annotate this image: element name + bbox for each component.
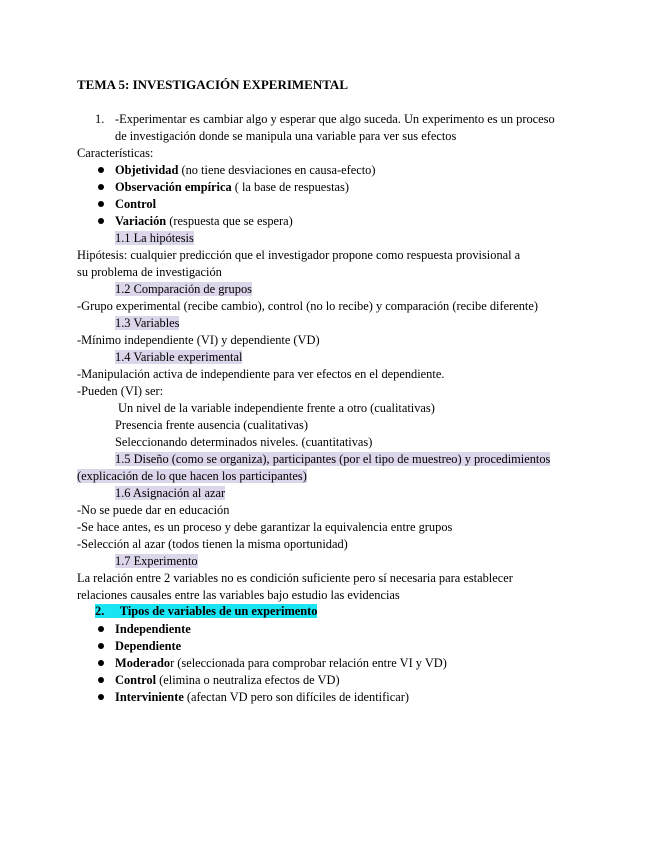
bullet-icon — [98, 643, 104, 649]
bullet-icon — [98, 660, 104, 666]
list-item: Control — [115, 197, 157, 211]
list-item: Independiente — [115, 622, 191, 636]
subsection-heading: 1.1 La hipótesis — [115, 231, 194, 245]
section-title: Tipos de variables de un experimento — [119, 604, 318, 618]
list-item: Moderador (seleccionada para comprobar relación entre VI y VD) — [115, 656, 447, 670]
bullet-icon — [98, 694, 104, 700]
list-item: Observación empírica ( la base de respuestas) — [115, 180, 349, 194]
paragraph-line: La relación entre 2 variables no es condición suficiente pero sí necesaria para establecer — [77, 571, 513, 585]
list-item: Objetividad (no tiene desviaciones en causa-efecto) — [115, 163, 376, 177]
list-item: Variación (respuesta que se espera) — [115, 214, 293, 228]
paragraph-line: -Se hace antes, es un proceso y debe garantizar la equivalencia entre grupos — [77, 520, 453, 534]
bullet-icon — [98, 677, 104, 683]
paragraph-line: Un nivel de la variable independiente frente a otro (cualitativas) — [118, 401, 435, 415]
bullet-icon — [98, 184, 104, 190]
paragraph-line: relaciones causales entre las variables bajo estudio las evidencias — [77, 588, 400, 602]
paragraph-line: -Pueden (VI) ser: — [77, 384, 164, 398]
paragraph-line: -Grupo experimental (recibe cambio), control (no lo recibe) y comparación (recibe diferente) — [77, 299, 538, 313]
paragraph-line: -No se puede dar en educación — [77, 503, 230, 517]
paragraph-line: Seleccionando determinados niveles. (cuantitativas) — [115, 435, 373, 449]
subsection-heading: 1.7 Experimento — [115, 554, 198, 568]
paragraph-line: -Selección al azar (todos tienen la misma oportunidad) — [77, 537, 348, 551]
paragraph-line: su problema de investigación — [77, 265, 222, 279]
paragraph-line: -Manipulación activa de independiente para ver efectos en el dependiente. — [77, 367, 445, 381]
subsection-heading: 1.6 Asignación al azar — [115, 486, 226, 500]
section-label: Características: — [77, 146, 154, 160]
list-item: Interviniente (afectan VD pero son difíciles de identificar) — [115, 690, 409, 704]
paragraph-line: -Experimentar es cambiar algo y esperar que algo suceda. Un experimento es un proceso — [115, 112, 555, 126]
paragraph-line: Hipótesis: cualquier predicción que el investigador propone como respuesta provisional a — [77, 248, 521, 262]
bullet-icon — [98, 218, 104, 224]
paragraph-line: de investigación donde se manipula una variable para ver sus efectos — [115, 129, 457, 143]
bullet-icon — [98, 626, 104, 632]
subsection-heading: 1.3 Variables — [115, 316, 180, 330]
section-heading — [95, 603, 317, 619]
subsection-heading: 1.4 Variable experimental — [115, 350, 243, 364]
bullet-icon — [98, 201, 104, 207]
paragraph-line: Presencia frente ausencia (cualitativas) — [115, 418, 308, 432]
paragraph-line: -Mínimo independiente (VI) y dependiente (VD) — [77, 333, 320, 347]
list-number: 1. — [95, 112, 105, 126]
list-number: 2. — [95, 604, 105, 618]
list-item: Dependiente — [115, 639, 182, 653]
subsection-heading-continuation: (explicación de lo que hacen los participantes) — [77, 469, 307, 483]
page-title: TEMA 5: INVESTIGACIÓN EXPERIMENTAL — [77, 77, 348, 92]
bullet-icon — [98, 167, 104, 173]
subsection-heading: 1.5 Diseño (como se organiza), participantes (por el tipo de muestreo) y procedimientos — [115, 452, 551, 466]
subsection-heading: 1.2 Comparación de grupos — [115, 282, 252, 296]
list-item: Control (elimina o neutraliza efectos de VD) — [115, 673, 340, 687]
